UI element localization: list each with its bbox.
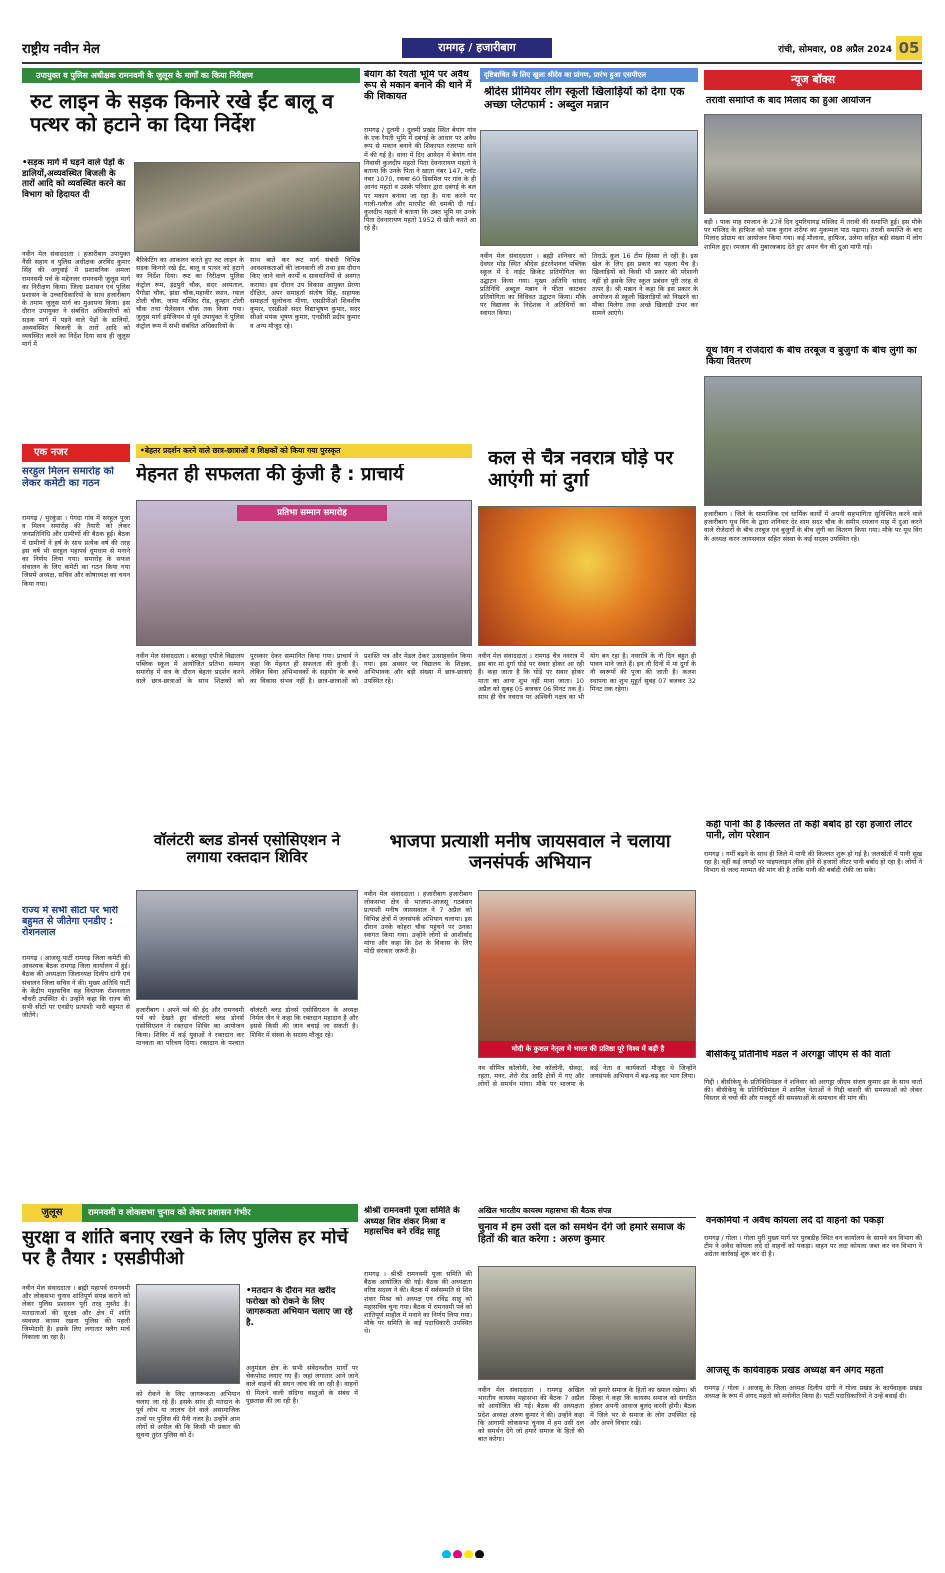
bjp-photo	[478, 890, 696, 1058]
ek-nazar-tag: एक नजर	[22, 444, 130, 462]
julus-story	[22, 1204, 358, 1524]
school-story	[136, 444, 472, 824]
ek-nazar-column	[22, 444, 130, 1204]
kayastha-story	[478, 1204, 696, 1524]
julus-body-col3: अनुमंडल क्षेत्र के सभी संवेदनशील मार्गों पर चेकपोस्ट लगाए गए हैं। जहां लगातार आने जाने वाले वाहनों की सघन जांच की जा रही है। वाहनों से मिलने वाली संदिग्ध वस्तुओं के संबंध में पूछताछ की जा रही है।	[246, 1364, 358, 1405]
lead-photo	[134, 162, 360, 252]
ek-nazar-h2: राज्य में सभी सीटों पर भारी बहुमत से जीतेगा एनडीए : रोशनलाल	[22, 906, 118, 938]
school-kicker: •बेहतर प्रदर्शन करने वाले छात्र-छात्राओं व शिक्षकों को किया गया पुरस्कृत	[136, 444, 472, 458]
sports-body-col1: नवीन मेल संवाददाता । ब्रह्मी शनिवार को देवघर मोड़ स्थित श्रीदेस इंटरनेशनल पब्लिक स्कूल में दे नाईट क्रिकेट प्रतियोगिता का उद्घाटन किया गया। मुख्य अतिथि सांसद प्रतिनिधि अब्दुल मन्नान ने फीता काटकर प्रतियोगिता का विधिवत उद्घाटन किया। मौके पर विद्यालय के निदेशक ने अतिथियों का स्वागत किया।	[480, 252, 586, 318]
beyang-headline: बेयांग की रैयती भूमि पर अवैध रूप से मकान बनाने की थाने में की शिकायत	[364, 70, 472, 102]
school-photo	[136, 500, 472, 646]
milad-photo	[704, 114, 922, 214]
lead-headline: रुट लाइन के सड़क किनारे रखे ईंट बालू व पत्थर को हटाने का दिया निर्देश	[30, 90, 334, 136]
paper-logo	[22, 38, 182, 60]
school-banner: प्रतिभा सम्मान समारोह	[237, 505, 387, 521]
navratra-story	[478, 444, 696, 824]
newsbox-b1: बड़ी । पाक माह रमजान के 27वें दिन दुमरियागढ़ मस्जिद में तरावी की समाप्ति हुई। इस मौके पर मस्जिद के हाफिज को पाक कुरान शरीफ का मुकम्मल पाठ पढ़ाया। तरावी समाप्ति के बाद मिलाद प्रोग्राम का आयोजन किया गया। कई मौलाना, हाफिज, उलेमा सहित बड़ी संख्या में लोग शामिल हुए। रमजान की मुबारकबाद देते हुए अमन चैन की दुआ मांगी गई।	[704, 218, 922, 251]
julus-bullet: •मतदान के दौरान मत खरीद फरोख्त को रोकने के लिए जागरूकता अभियान चलाए जा रहे है.	[246, 1286, 353, 1328]
beyang-story	[364, 68, 476, 440]
section-label: रामगढ़ / हजारीबाग	[402, 38, 552, 58]
kayastha-headline: चुनाव में हम उसी दल को समर्थन देंगे जो हमारे समाज के हितों की बात करेगा : अरुण कुमार	[478, 1222, 685, 1245]
lead-body-col3: साथ बातें कर रूट मार्ग संबंधी विभिन्न आवश्यकताओं की जानकारी ली तथा इस दौरान किए जाने वाले कार्यों व सावधानियों से अवगत कराया। इस दौरान उप विकास आयुक्त प्रेरणा दीक्षित, अपर समाहर्ता संतोष सिंह, सहायक समाहर्ता सुलोचना मीणा, एसडीपीओ शिवशीष कुमार, एसडीओ सदर विद्याभूषण कुमार, सदर सीओ मयंक भूषण कुमार, एनडीसी प्रदीप कुमार व अन्य मौजूद रहे।	[250, 256, 360, 330]
julus-tag: जुलूस	[22, 1204, 82, 1222]
news-box-title: न्यूज बॉक्स	[704, 70, 922, 90]
newsbox-b5: रामगढ़ / गोला । गोला मुरी मुख्य मार्ग पर पुरबडीह स्थित वन कार्यालय के सामने वन विभाग की टीम ने अवैध कोयला लदे दो वाहनों को पकड़ा। वाहन पर लदा कोयला जब्त कर वन विभाग ने अग्रेतर कार्रवाई शुरू कर दी है।	[704, 1234, 922, 1259]
navratra-headline: कल से चैत्र नवरात्र घोड़े पर आएंगी मां दुर्गा	[488, 448, 674, 491]
paper-name: राष्ट्रीय नवीन मेल	[22, 42, 100, 57]
newsbox-b2: हजारीबाग । जिले के सामाजिक एवं धार्मिक कार्यों में अपनी सहभागिता सुनिश्चित करने वाले हजारीबाग यूथ विंग के द्वारा शनिवार देर शाम सदर चौक के समीप रमजान माह में दुआ करने वाले रोजेदारों के बीच तरबूज एवं बुजुर्गों के बीच लुंगी का वितरण किया गया। मौके पर यूथ विंग के अध्यक्ष करन जायसवाल सहित संस्था के कई सदस्य उपस्थित रहे।	[704, 510, 922, 543]
newsbox-h3: कहीं पानी की है किल्लत तो कहीं बर्बाद हो रहा हजारों लीटर पानी, लोग परेशान	[706, 820, 912, 841]
kayastha-body-col2: जो हमारे समाज के हितों का ख्याल रखेगा। श्री सिन्हा ने कहा कि कायस्थ समाज को संगठित होकर अपनी आवाज बुलंद करनी होगी। बैठक में जिले भर से समाज के लोग उपस्थित रहे और अपने विचार रखे।	[590, 1386, 696, 1427]
newsbox-b4: गिद्दी । बीसीकेयू के प्रतिनिधिमंडल ने शनिवार को अरगड्डा जीएम संजय कुमार झा के साथ वार्ता की। बीसीकेयू के प्रतिनिधिमंडल में शामिल नेताओं ने गिद्दी वाशरी की समस्याओं को लेकर विस्तार से चर्चा की और मजदूरों की समस्याओं के समाधान की मांग की।	[704, 1078, 922, 1103]
lead-kicker: उपायुक्त व पुलिस अधीक्षक रामनवमी के जुलूस के मार्गों का किया निरीक्षण	[22, 68, 360, 83]
youth-wing-photo	[704, 376, 922, 506]
kayastha-kicker: अखिल भारतीय कायस्थ महासभा की बैठक संपन्न	[478, 1204, 696, 1218]
blood-body: हजारीबाग । अपने पर्व की ईद और रामनवमी पर्व को देखते हुए वॉलंटरी ब्लड डोनर्स एसोसिएशन ने रक्तदान शिविर का आयोजन किया। शिविर में कई युवाओं ने रक्तदान कर मानवता का परिचय दिया। रक्तदान के पश्चात वॉलंटरी ब्लड डोनर्स एसोसिएशन के अध्यक्ष निर्मल जैन ने कहा कि रक्तदान महादान है और इससे किसी की जान बचाई जा सकती है। शिविर में संस्था के सदस्य मौजूद रहे।	[136, 1006, 358, 1047]
ek-nazar-h1: सरहुल मिलन समारोह को लेकर कमेटी का गठन	[22, 466, 114, 489]
sports-story	[480, 68, 698, 440]
julus-body-col1: नवीन मेल संवाददाता । ब्रह्मी महापर्व रामनवमी और लोकसभा चुनाव शांतिपूर्ण संपन्न कराने को लेकर पुलिस प्रशासन पूरी तरह मुस्तैद है। मतदाताओं की सुरक्षा और क्षेत्र में शांति व्यवस्था कायम रखना पुलिस की पहली जिम्मेदारी है। इसके लिए लगातार फ्लैग मार्च निकाला जा रहा है।	[22, 1284, 130, 1342]
newsbox-h5: वनकर्मियों ने अवैध कोयला लदे दो वाहनों को पकड़ा	[706, 1216, 884, 1226]
julus-body-col2: को रोकने के लिए जागरूकता अभियान चलाए जा रहे हैं। इसके साथ ही मतदान के पूर्व लोभ या लालच देने वाले असामाजिक तत्वों पर पुलिस की पैनी नजर है। उन्होंने आम लोगों से अपील की कि किसी भी प्रकार की सूचना तुरंत पुलिस को दें।	[136, 1390, 240, 1440]
blood-photo	[136, 890, 358, 1000]
julus-bar	[22, 1204, 358, 1222]
puja-story	[364, 1204, 472, 1524]
lead-body-col2: बैरिकेटिंग का आकलन करते हुए रुट लाइन के सड़क किनारे रखे ईंट, बालू व पत्थर को हटाने का निर्देश दिया। रूट का निरीक्षण पुलिस कंट्रोल रूम, इंद्रपुरी चौक, सदर अस्पताल, पैगोडा चौक, झंडा चौक,महावीर स्थान, ग्वाल टोली चौक, जामा मस्जिद रोड, कुम्हार टोली चौक तथा पैलेसवन चौक तक किया गया। जुलूस मार्ग इमेजियम से पूर्व उपायुक्त ने पुलिस कंट्रोल रूम में सभी संबंधित अधिकारियों के	[136, 256, 244, 330]
school-headline: मेहनत ही सफलता की कुंजी है : प्राचार्य	[136, 464, 404, 485]
page-number: 05	[896, 36, 922, 60]
dateline: रांची, सोमवार, 08 अप्रैल 2024	[778, 45, 892, 55]
sports-kicker: दृष्टिबाधित के लिए खुला श्रीदेव का प्रांगण, प्रारंभ हुआ एसपीएल	[480, 68, 698, 82]
sports-body-col2: तिराऊँ कुल 16 टीम हिस्सा ले रही है। इस खेल के लिए इस प्रकार का पहला मैच है। खिलाड़ियों को किसी भी प्रकार की परेशानी नहीं हो इसके लिए स्कूल प्रबंधन पूरी तरह से तत्पर है। श्री मन्नान ने कहा कि इस प्रकार के आयोजन से स्कूली खिलाड़ियों को निखरने का मौका मिलेगा तथा अच्छे खिलाड़ी उभर कर सामने आएंगे।	[592, 252, 698, 318]
newsbox-h4: बीसीकेयू प्रतिनिधि मंडल ने अरगड्डा जीएम से की वार्ता	[706, 1050, 891, 1060]
lead-bullet: •सड़क मार्ग में घड़ने वाले पेड़ों के डालियों,अव्यवस्थित बिजली के तारों आदि को व्यवस्थित करने का विभाग को हिदायत दी	[22, 158, 126, 200]
news-box	[704, 70, 922, 1520]
puja-headline: श्रीश्री रामनवमी पूजा समिति के अध्यक्ष शिव शंकर मिश्रा व महासचिव बने रविंद्र साहू	[364, 1206, 460, 1237]
newsbox-b6: रामगढ़ / गोला । आजसू के जिला अध्यक्ष दिलीप दांगी ने गोला प्रखंड के कार्यवाहक प्रखंड अध्यक्ष के रूप में अंगद महतो को मनोनीत किया है। पार्टी पदाधिकारियों ने उन्हें बधाई दी।	[704, 1384, 922, 1401]
kayastha-body-col1: नवीन मेल संवाददाता । रामगढ़ अखिल भारतीय कायस्थ महासभा की बैठक 7 अप्रैल को आयोजित की गई। बैठक की अध्यक्षता प्रदेश अध्यक्ष अरुण कुमार ने की। उन्होंने कहा कि आगामी लोकसभा चुनाव में हम उसी दल को समर्थन देंगे जो हमारे समाज के हितों की बात करेगा।	[478, 1386, 584, 1444]
masthead-rule	[22, 62, 922, 64]
bjp-headline: भाजपा प्रत्याशी मनीष जायसवाल ने चलाया जनसंपर्क अभियान	[389, 832, 671, 873]
kayastha-photo	[478, 1266, 696, 1380]
newsbox-b3: रामगढ़ । गर्मी बढ़ने के साथ ही जिले में पानी की किल्लत शुरू हो गई है। जलस्रोतों में पानी सूख रहा है। वहीं कई जगहों पर पाइपलाइन लीक होने से हजारों लीटर पानी बर्बाद हो रहा है। लोगों ने विभाग से जल्द मरम्मत की मांग की है ताकि पानी की बर्बादी रोकी जा सके।	[704, 850, 922, 875]
bjp-body-col1: नवीन मेल संवाददाता । हजारीबाग हजारीबाग लोकसभा क्षेत्र से भाजपा-आजसू गठबंधन प्रत्याशी मनीष जायसवाल ने 7 अप्रैल को विभिन्न क्षेत्रों में जनसंपर्क अभियान चलाया। इस दौरान उनके कोहरा चौक पहुंचने पर उनका स्वागत किया गया। उन्होंने लोगों से आशीर्वाद मांगा और कहा कि देश के विकास के लिए मोदी सरकार जरूरी है।	[364, 890, 472, 956]
blood-story	[136, 828, 358, 1198]
navratra-body: नवीन मेल संवाददाता । रामगढ़ चैत्र नवरात्र में इस बार मां दुर्गा घोड़े पर सवार होकर आ रही हैं। कहा जाता है कि घोड़े पर सवार होकर माता का आना शुभ नहीं माना जाता। 10 अप्रैल को सुबह 05 बजकर 06 मिनट तक है। साथ ही चैत्र नवरात्र पर अश्विनी नक्षत्र का भी योग बन रहा है। नवरात्रि के नौ दिन बहुत ही पावन माने जाते हैं। इन नौ दिनों में मां दुर्गा के नौ स्वरूपों की पूजा की जाती है। कलश स्थापना का शुभ मुहूर्त सुबह 07 बजकर 32 मिनट तक रहेगा।	[478, 652, 696, 702]
sports-headline: श्रीदेस प्रीमियर लीग स्कूली खिलाड़ियों को देगा एक अच्छा प्लेटफार्म : अब्दुल मन्नान	[484, 86, 685, 111]
registration-mark	[442, 1544, 502, 1558]
bjp-body-col2: नव सीमित्र कॉलोनी, रेबा कॉलोनी, सेवदा, रहता, मनर, शेरो रोड आदि क्षेत्रों में गए और लोगों से समर्थन मांगा। मौके पर भाजपा के कई नेता व कार्यकर्ता मौजूद थे जिन्होंने जनसंपर्क अभियान में बढ़-चढ़ कर भाग लिया।	[478, 1064, 696, 1089]
sdpo-photo	[136, 1284, 240, 1384]
lead-story	[22, 68, 360, 440]
ek-nazar-b1: रामगढ़ / भुरकुंडा । गेगदा गांव में सरहुल पूजा व मिलन समारोह की तैयारी को लेकर जनप्रतिनिधि और ग्रामीणों की बैठक हुई। बैठक में ग्रामीणों ने हर्ष के साथ प्रत्येक वर्ष की तरह इस वर्ष भी सरहुल महापर्व धूमधाम से मनाने का निर्णय लिया गया। समारोह के सफल संचालन के लिए कमेटी का गठन किया गया जिसमें अध्यक्ष, सचिव और कोषाध्यक्ष का चयन किया गया।	[22, 514, 130, 588]
newsbox-h2: यूथ विंग ने रोजेदारों के बीच तरबूज व बुजुर्गों के बीच लुंगी का किया वितरण	[706, 346, 917, 367]
school-body: नवीन मेल संवाददाता । बरकट्ठा एपीजे विद्यालय पब्लिक स्कूल में आयोजित प्रतिभा सम्मान समारोह में सत्र के दौरान बेहतर प्रदर्शन करने वाले छात्र-छात्राओं के साथ शिक्षकों को पुरस्कार देकर सम्मानित किया गया। प्राचार्य ने कहा कि मेहनत ही सफलता की कुंजी है। लेकिन बिना अभिभावकों के सहयोग के बच्चे का विकास संभव नहीं है। छात्र-छात्राओं को प्रशस्ति पत्र और मेडल देकर उत्साहवर्धन किया गया। इस अवसर पर विद्यालय के शिक्षक, अभिभावक और बड़ी संख्या में छात्र-छात्राएं उपस्थित रहे।	[136, 652, 472, 685]
bjp-photo-caption: मोदी के कुशल नेतृत्व में भारत की प्रतिष्ठा पूरे विश्व में बढ़ी है	[479, 1041, 696, 1057]
beyang-body: रामगढ़ / दुलमी । दुलमी प्रखंड स्थित बेयांग गांव के एक रैयती भूमि में दबंगई के आधार पर अवैध रूप से मकान बनाने की शिकायत रजरप्पा थाने में की गई है। थाना में दिए आवेदन में बेयांग गांव निवासी कुलदीप महतो पिता देवनारायण महतो ने बताया कि उनके पिता ने खाता नंबर 147, प्लॉट नंबर 1070, रकबा 60 डिसमिल पर गांव के ही आनंद महतो व उसके परिवार द्वारा दबंगई के बल पर मकान बनाया जा रहा है। मना करने पर गाली-गलौज और मारपीट की धमकी दी गई। कुलदीप महतो ने बताया कि उक्त भूमि पर उनके पिता देवनारायण महतो 1952 से खेती करते आ रहे हैं।	[364, 126, 476, 233]
julus-kicker: रामनवमी व लोकसभा चुनाव को लेकर प्रशासन गंभीर	[88, 1208, 251, 1218]
color-bar-right	[782, 1547, 922, 1555]
puja-body: रामगढ़ । श्रीश्री रामनवमी पूजा समिति की बैठक आयोजित की गई। बैठक की अध्यक्षता वरिष्ठ सदस्य ने की। बैठक में सर्वसम्मति से शिव शंकर मिश्रा को अध्यक्ष एवं रविंद्र साहू को महासचिव चुना गया। बैठक में रामनवमी पर्व को शांतिपूर्ण माहौल में मनाने का निर्णय लिया गया। मौके पर समिति के कई पदाधिकारी उपस्थित थे।	[364, 1270, 472, 1336]
newsbox-h1: तरावी समाप्ति के बाद मिलाद का हुआ आयोजन	[706, 96, 871, 106]
blood-headline: वॉलंटरी ब्लड डोनर्स एसोसिएशन ने लगाया रक्तदान शिविर	[153, 832, 341, 867]
bjp-story	[364, 828, 696, 1198]
julus-headline: सुरक्षा व शांति बनाए रखने के लिए पुलिस हर मोर्चे पर है तैयार : एसडीपीओ	[22, 1228, 348, 1269]
masthead	[22, 34, 922, 64]
footer-registration-strip	[22, 1544, 922, 1558]
lead-body-col1: नवीन मेल संवाददाता । हजारीबाग उपायुक्त नैंसी सहाय व पुलिस अधीक्षक अरविंद कुमार सिंह की अगुवाई में प्रशासनिक अमला रामनवमी पर्व के मद्देनजर रामनवमी जुलूस मार्ग का निरीक्षण किया। जिला प्रशासन एवं पुलिस प्रशासन के उच्चाधिकारियों के साथ हजारीबाग के तमाम जुलूस मार्ग का मुआयना किया। इस दौरान उपायुक्त ने संबंधित अधिकारियों को सड़क मार्ग में पड़ने वाले पेड़ों के डालियों, अव्यवस्थित बिजली के तारों आदि को व्यवस्थित करने का निर्देश दिया साथ ही जुलूस मार्ग में	[22, 250, 130, 349]
color-bar-left	[22, 1547, 162, 1555]
sports-photo	[480, 130, 698, 246]
newsbox-h6: आजसू के कार्यवाहक प्रखंड अध्यक्ष बने अंगद महतो	[706, 1366, 884, 1376]
ek-nazar-b2: रामगढ़ । आजसू पार्टी रामगढ़ जिला कमेटी की आवश्यक बैठक रामगढ़ जिला कार्यालय में हुई। बैठक की अध्यक्षता जिलाध्यक्ष दिलीप दांगी एवं संचालन जिला सचिव ने की। मुख्य अतिथि पार्टी के केंद्रीय महासचिव सह विधायक रोशनलाल चौधरी उपस्थित थे। उन्होंने कहा कि राज्य की सभी सीटों पर एनडीए प्रत्याशी भारी बहुमत से जीतेंगे।	[22, 954, 130, 1020]
durga-photo	[478, 506, 696, 646]
